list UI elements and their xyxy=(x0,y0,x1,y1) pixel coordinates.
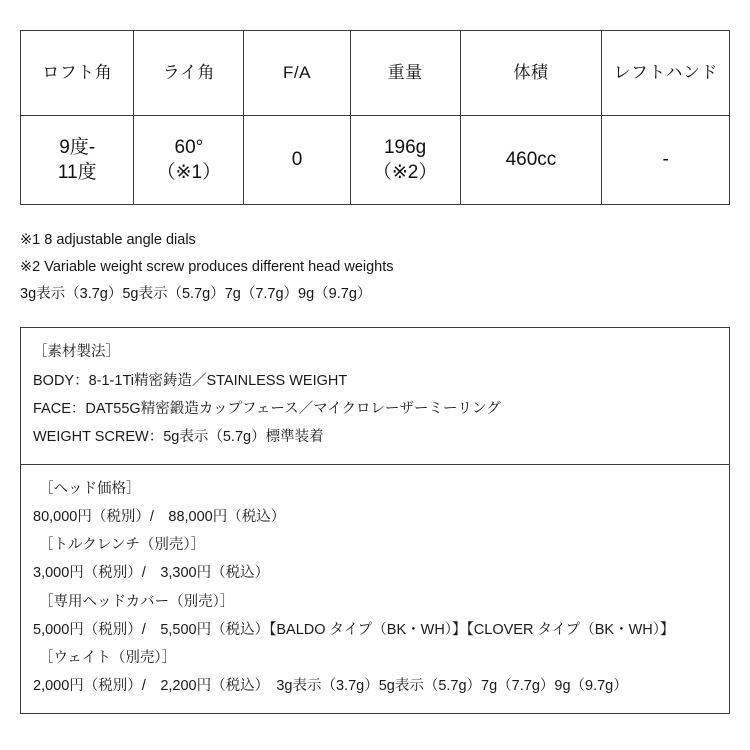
details-box xyxy=(20,327,730,713)
cell-fa: 0 xyxy=(244,116,350,205)
cell-volume: 460cc xyxy=(460,116,602,205)
material-section xyxy=(21,328,729,463)
column-header-left-hand: レフトハンド xyxy=(602,31,730,116)
material-heading: ［素材製法］ xyxy=(33,344,120,361)
weight-option-value: 2,000円（税別）/ 2,200円（税込） 3g表示（3.7g）5g表示（5.7g）7g（7.7g）9g（9.7g） xyxy=(33,678,628,695)
column-header-lie: ライ角 xyxy=(134,31,244,116)
cell-loft: 9度- 11度 xyxy=(21,116,134,205)
column-header-volume: 体積 xyxy=(460,31,602,116)
head-cover-value: 5,000円（税別）/ 5,500円（税込）【BALDO タイプ（BK・WH）】【CLOVER タイプ（BK・WH）】 xyxy=(33,621,675,638)
column-header-loft: ロフト角 xyxy=(21,31,134,116)
torque-wrench-heading: ［トルクレンチ（別売）］ xyxy=(39,537,206,554)
column-header-weight: 重量 xyxy=(350,31,460,116)
footnote-2: ※2 Variable weight screw produces different head weights xyxy=(20,258,394,275)
table-row xyxy=(21,116,730,205)
head-price-heading: ［ヘッド価格］ xyxy=(39,480,141,497)
pricing-section xyxy=(21,464,729,713)
cell-lie: 60° （※1） xyxy=(134,116,244,205)
cell-weight: 196g （※2） xyxy=(350,116,460,205)
head-price-value: 80,000円（税別）/ 88,000円（税込） xyxy=(33,508,286,525)
cell-left-hand: - xyxy=(602,116,730,205)
material-weight-screw: WEIGHT SCREW：5g表示（5.7g）標準装着 xyxy=(33,429,324,446)
weight-option-heading: ［ウェイト（別売）］ xyxy=(39,650,177,667)
specification-table xyxy=(20,30,730,205)
column-header-fa: F/A xyxy=(244,31,350,116)
footnotes xyxy=(20,227,730,307)
material-face: FACE：DAT55G精密鍛造カップフェース／マイクロレーザーミーリング xyxy=(33,400,501,417)
table-header-row xyxy=(21,31,730,116)
material-body: BODY：8-1-1Ti精密鋳造／STAINLESS WEIGHT xyxy=(33,372,348,389)
head-cover-heading: ［専用ヘッドカバー（別売）］ xyxy=(39,593,235,610)
footnote-1: ※1 8 adjustable angle dials xyxy=(20,232,196,248)
footnote-3: 3g表示（3.7g）5g表示（5.7g）7g（7.7g）9g（9.7g） xyxy=(20,285,372,302)
torque-wrench-value: 3,000円（税別）/ 3,300円（税込） xyxy=(33,565,270,582)
